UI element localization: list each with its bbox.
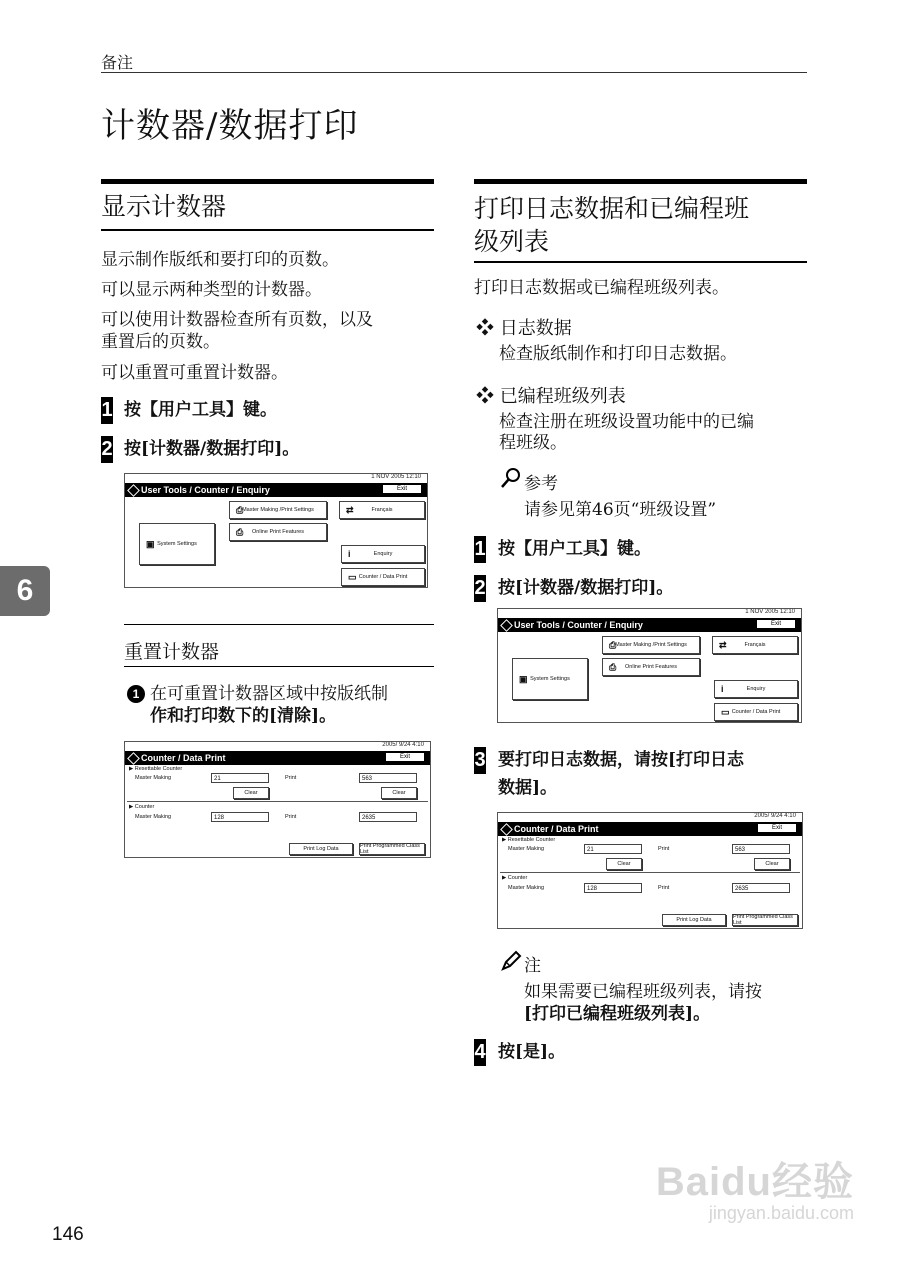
- print-class-list-button[interactable]: Print Programmed Class List: [359, 843, 425, 855]
- note-heading: 注: [524, 956, 541, 976]
- francais-button[interactable]: ⇄ Français: [339, 501, 425, 519]
- settings-icon: ▣: [146, 538, 155, 549]
- step-text: 按【用户工具】键。: [498, 539, 651, 559]
- diamond-icon: [500, 619, 513, 632]
- counter-icon: [500, 823, 513, 836]
- step-text: 按【用户工具】键。: [124, 400, 277, 420]
- section-top-rule: [474, 179, 807, 184]
- bullet-body: 程班级。: [499, 433, 567, 453]
- master-making-button[interactable]: ⎙ Master Making /Print Settings: [229, 501, 327, 519]
- clear-master-button[interactable]: Clear: [606, 858, 642, 870]
- reference-body: 请参见第46页“班级设置”: [524, 500, 717, 520]
- printer-icon: ⎙: [236, 504, 244, 515]
- info-icon: i: [721, 684, 724, 694]
- resettable-master-value: 21: [584, 844, 642, 854]
- screen-title-bar: [498, 822, 802, 836]
- item-number: 1: [127, 685, 145, 703]
- exit-button[interactable]: Exit: [757, 620, 795, 628]
- user-tools-screenshot: [124, 473, 428, 588]
- step-number: 2: [474, 575, 486, 602]
- step-text: 按[计数器/数据打印]。: [498, 578, 674, 598]
- bullet-body: 检查注册在班级设置功能中的已编: [499, 412, 754, 432]
- para: 可以重置可重置计数器。: [101, 363, 288, 383]
- watermark: [656, 1150, 854, 1224]
- reference-heading: 参考: [524, 474, 558, 494]
- bullet-body: 检查版纸制作和打印日志数据。: [499, 344, 737, 364]
- online-print-button[interactable]: ⎙ Online Print Features: [229, 523, 327, 541]
- resettable-counter-label: ▶ Resettable Counter: [502, 837, 556, 843]
- counter-data-print-button[interactable]: ▭ Counter / Data Print: [714, 703, 798, 721]
- master-making-label: Master Making: [135, 775, 172, 781]
- note-body: [打印已编程班级列表]。: [524, 1004, 711, 1024]
- master-making-label: Master Making: [508, 885, 545, 891]
- exit-button[interactable]: Exit: [386, 753, 424, 761]
- para: 重置后的页数。: [101, 332, 220, 352]
- section-top-rule: [101, 179, 434, 184]
- info-icon: i: [348, 549, 351, 559]
- para: 可以显示两种类型的计数器。: [101, 280, 322, 300]
- exit-button[interactable]: Exit: [758, 824, 796, 832]
- subsection-bottom-rule: [124, 666, 434, 667]
- clear-print-button[interactable]: Clear: [754, 858, 790, 870]
- para: 可以使用计数器检查所有页数，以及: [101, 310, 373, 330]
- chapter-tab: 6: [0, 566, 50, 616]
- system-settings-button[interactable]: ▣ System Settings: [139, 523, 215, 565]
- clear-master-button[interactable]: Clear: [233, 787, 269, 799]
- print-label: Print: [658, 885, 670, 891]
- screen-datetime: 2005/ 9/24 4:10: [754, 813, 796, 819]
- online-print-button[interactable]: ⎙ Online Print Features: [602, 658, 700, 676]
- screen-title: Counter / Data Print: [141, 753, 226, 763]
- print-icon: ⎙: [236, 526, 244, 537]
- subsection-title: 重置计数器: [124, 641, 220, 663]
- counter-print-value: 2635: [732, 883, 790, 893]
- master-making-button[interactable]: ⎙ Master Making /Print Settings: [602, 636, 700, 654]
- resettable-print-value: 563: [732, 844, 790, 854]
- step-number: 2: [101, 436, 113, 463]
- item-text: 作和打印数下的[清除]。: [150, 706, 337, 726]
- screen-title: User Tools / Counter / Enquiry: [141, 485, 270, 495]
- section-title-left: 显示计数器: [101, 192, 227, 221]
- print-class-list-button[interactable]: Print Programmed Class List: [732, 914, 798, 926]
- note-body: 如果需要已编程班级列表，请按: [524, 982, 762, 1002]
- screen-datetime: 2005/ 9/24 4:10: [382, 742, 424, 748]
- step-text: 要打印日志数据，请按[打印日志: [498, 750, 745, 770]
- counter-master-value: 128: [584, 883, 642, 893]
- counter-master-value: 128: [211, 812, 269, 822]
- resettable-print-value: 563: [359, 773, 417, 783]
- section-bottom-rule: [474, 261, 807, 263]
- pencil-icon: [500, 950, 522, 976]
- step-text: 按[是]。: [498, 1042, 566, 1062]
- print-label: Print: [285, 775, 297, 781]
- resettable-master-value: 21: [211, 773, 269, 783]
- system-settings-button[interactable]: ▣ System Settings: [512, 658, 588, 700]
- running-header: 备注: [101, 53, 134, 72]
- language-icon: ⇄: [719, 639, 727, 650]
- watermark-logo: Baidu经验: [655, 1160, 854, 1204]
- print-label: Print: [658, 846, 670, 852]
- screen-title-bar: [498, 618, 801, 632]
- counter-icon: [127, 752, 140, 765]
- step-text: 数据]。: [498, 778, 558, 798]
- screen-datetime: 1 NOV 2005 12:10: [371, 474, 421, 480]
- language-icon: ⇄: [346, 504, 354, 515]
- print-log-data-button[interactable]: Print Log Data: [662, 914, 726, 926]
- screen-title: Counter / Data Print: [514, 824, 599, 834]
- counter-icon: ▭: [348, 571, 357, 582]
- enquiry-button[interactable]: i Enquiry: [341, 545, 425, 563]
- francais-button[interactable]: ⇄ Français: [712, 636, 798, 654]
- resettable-counter-label: ▶ Resettable Counter: [129, 766, 183, 772]
- enquiry-button[interactable]: i Enquiry: [714, 680, 798, 698]
- screen-title-bar: [125, 483, 427, 497]
- counter-label: ▶ Counter: [129, 804, 155, 810]
- counter-print-value: 2635: [359, 812, 417, 822]
- diamond-icon: [127, 484, 140, 497]
- item-text: 在可重置计数器区域中按版纸制: [150, 684, 388, 704]
- divider: [127, 801, 428, 802]
- screen-title-bar: [125, 751, 430, 765]
- screen-title: User Tools / Counter / Enquiry: [514, 620, 643, 630]
- step-number: 3: [474, 747, 486, 774]
- settings-icon: ▣: [519, 673, 528, 684]
- user-tools-screenshot: [497, 608, 802, 723]
- counter-label: ▶ Counter: [502, 875, 528, 881]
- section-bottom-rule: [101, 229, 434, 231]
- master-making-label: Master Making: [135, 814, 172, 820]
- counter-screenshot: [124, 741, 431, 858]
- print-log-data-button[interactable]: Print Log Data: [289, 843, 353, 855]
- step-number: 1: [101, 397, 113, 424]
- print-icon: ⎙: [609, 661, 617, 672]
- section-title-right: 打印日志数据和已编程班: [474, 194, 750, 223]
- counter-data-print-button[interactable]: ▭ Counter / Data Print: [341, 568, 425, 586]
- screen-datetime: 1 NOV 2005 12:10: [745, 609, 795, 615]
- header-rule: [101, 72, 807, 73]
- step-number: 4: [474, 1039, 486, 1066]
- exit-button[interactable]: Exit: [383, 485, 421, 493]
- master-making-label: Master Making: [508, 846, 545, 852]
- page-title: 计数器/数据打印: [101, 106, 359, 146]
- subsection-top-rule: [124, 624, 434, 625]
- page-number: 146: [52, 1224, 84, 1245]
- step-number: 1: [474, 536, 486, 563]
- print-label: Print: [285, 814, 297, 820]
- watermark-url: jingyan.baidu.com: [708, 1203, 854, 1223]
- magnifier-icon: [500, 467, 522, 493]
- divider: [500, 872, 800, 873]
- counter-screenshot: [497, 812, 803, 929]
- section-title-right: 级列表: [474, 227, 550, 256]
- printer-icon: ⎙: [609, 639, 617, 650]
- counter-icon: ▭: [721, 706, 730, 717]
- clear-print-button[interactable]: Clear: [381, 787, 417, 799]
- intro-text: 打印日志数据或已编程班级列表。: [474, 278, 729, 298]
- step-text: 按[计数器/数据打印]。: [124, 439, 300, 459]
- bullet-heading: ❖ 日志数据: [476, 318, 572, 339]
- bullet-heading: ❖ 已编程班级列表: [476, 386, 626, 407]
- para: 显示制作版纸和要打印的页数。: [101, 250, 339, 270]
